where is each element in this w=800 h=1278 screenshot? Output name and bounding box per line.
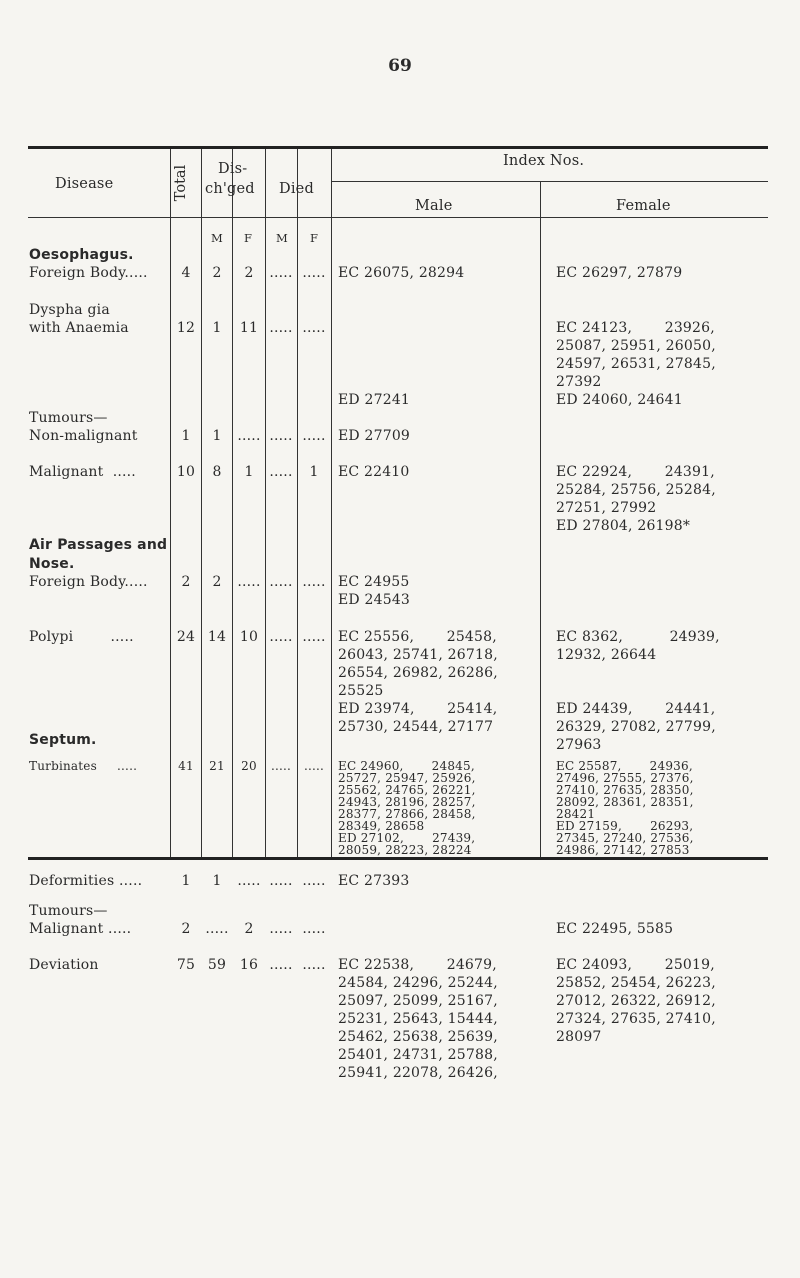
male-index: 25730, 24544, 27177 xyxy=(338,719,494,735)
discharged-male-cell: 59 xyxy=(207,957,227,973)
disease-label: Tumours— xyxy=(29,410,108,426)
died-male-cell: ..... xyxy=(269,320,293,336)
continuation-block xyxy=(28,868,768,1268)
discharged-male-cell: 2 xyxy=(212,265,222,281)
header-male: Male xyxy=(415,198,453,214)
discharged-female-cell: 20 xyxy=(241,759,257,773)
female-index: EC 8362, 24939, xyxy=(556,629,720,645)
male-index: 26043, 25741, 26718, xyxy=(338,647,498,663)
top-rule xyxy=(28,146,768,149)
male-index: ED 27102, 27439, xyxy=(338,831,476,845)
female-index: 27496, 27555, 27376, xyxy=(556,771,694,785)
female-index: EC 24123, 23926, xyxy=(556,320,715,336)
disease-label: Dyspha gia xyxy=(29,302,110,318)
section-septum: Septum. xyxy=(29,732,97,748)
male-index: EC 25556, 25458, xyxy=(338,629,497,645)
column-line xyxy=(331,149,332,857)
disease-label: Foreign Body..... xyxy=(29,265,148,281)
died-male-cell: ..... xyxy=(269,464,293,480)
discharged-female-cell: 10 xyxy=(239,629,259,645)
subheader-discharged-female: F xyxy=(244,231,253,245)
discharged-female-cell: ..... xyxy=(237,428,261,444)
died-male-cell: ..... xyxy=(269,921,293,937)
disease-label: with Anaemia xyxy=(29,320,129,336)
header-discharged: Dis- xyxy=(218,161,248,177)
total-cell: 4 xyxy=(181,265,191,281)
died-male-cell: ..... xyxy=(269,265,293,281)
female-index: 28421 xyxy=(556,807,596,821)
died-female-cell: ..... xyxy=(302,265,326,281)
column-line xyxy=(540,182,541,857)
column-line xyxy=(232,149,233,857)
total-cell: 2 xyxy=(181,574,191,590)
died-female-cell: ..... xyxy=(302,921,326,937)
discharged-male-cell: 1 xyxy=(212,873,222,889)
female-index: 26329, 27082, 27799, xyxy=(556,719,716,735)
female-index: 24986, 27142, 27853 xyxy=(556,843,690,857)
header-female: Female xyxy=(616,198,671,214)
died-female-cell: ..... xyxy=(302,629,326,645)
female-index: EC 22495, 5585 xyxy=(556,921,674,937)
disease-label: Foreign Body..... xyxy=(29,574,148,590)
male-index: ED 23974, 25414, xyxy=(338,701,498,717)
disease-label: Deformities ..... xyxy=(29,873,143,889)
subheader-died-male: M xyxy=(276,231,288,245)
section-oesophagus: Oesophagus. xyxy=(29,247,134,263)
male-index: EC 22410 xyxy=(338,464,410,480)
header-died: Died xyxy=(279,181,314,197)
disease-label: Deviation xyxy=(29,957,99,973)
female-index: 24597, 26531, 27845, xyxy=(556,356,716,372)
discharged-male-cell: 8 xyxy=(212,464,222,480)
female-index: ED 24439, 24441, xyxy=(556,701,716,717)
died-male-cell: ..... xyxy=(269,574,293,590)
header-index: Index Nos. xyxy=(503,153,585,169)
died-female-cell: ..... xyxy=(302,873,326,889)
header-total: Total xyxy=(173,164,189,202)
female-index: ED 27159, 26293, xyxy=(556,819,694,833)
discharged-female-cell: ..... xyxy=(237,873,261,889)
female-index: 25087, 25951, 26050, xyxy=(556,338,716,354)
female-index: ED 24060, 24641 xyxy=(556,392,683,408)
female-index: 27963 xyxy=(556,737,602,753)
section-air-passages: Air Passages and xyxy=(29,537,168,553)
died-male-cell: ..... xyxy=(269,629,293,645)
female-index: 28097 xyxy=(556,1029,602,1045)
total-cell: 24 xyxy=(176,629,196,645)
female-index: 28092, 28361, 28351, xyxy=(556,795,694,809)
disease-label: Malignant ..... xyxy=(29,921,132,937)
total-cell: 10 xyxy=(176,464,196,480)
died-female-cell: ..... xyxy=(302,957,326,973)
discharged-male-cell: ..... xyxy=(205,921,229,937)
died-male-cell: ..... xyxy=(269,873,293,889)
disease-label: Malignant ..... xyxy=(29,464,136,480)
discharged-male-cell: 21 xyxy=(209,759,225,773)
male-index: 25525 xyxy=(338,683,384,699)
male-index: 25727, 25947, 25926, xyxy=(338,771,476,785)
discharged-female-cell: 16 xyxy=(239,957,259,973)
column-line xyxy=(170,149,171,857)
died-male-cell: ..... xyxy=(269,957,293,973)
died-female-cell: ..... xyxy=(302,428,326,444)
male-index: 25401, 24731, 25788, xyxy=(338,1047,498,1063)
male-index: ED 27709 xyxy=(338,428,411,444)
discharged-male-cell: 14 xyxy=(207,629,227,645)
male-index: ED 24543 xyxy=(338,592,411,608)
total-cell: 12 xyxy=(176,320,196,336)
total-cell: 41 xyxy=(178,759,194,773)
total-cell: 1 xyxy=(181,873,191,889)
died-male-cell: ..... xyxy=(270,759,292,773)
subheader-discharged-male: M xyxy=(211,231,223,245)
female-index: ED 27804, 26198* xyxy=(556,518,691,534)
male-index: 25097, 25099, 25167, xyxy=(338,993,498,1009)
bottom-rule xyxy=(28,857,768,860)
female-index: 27345, 27240, 27536, xyxy=(556,831,694,845)
male-index: 26554, 26982, 26286, xyxy=(338,665,498,681)
column-line xyxy=(265,149,266,857)
disease-label: Turbinates ..... xyxy=(29,759,138,773)
male-index: 25941, 22078, 26426, xyxy=(338,1065,498,1081)
female-index: 27392 xyxy=(556,374,602,390)
discharged-female-cell: 2 xyxy=(244,265,254,281)
discharged-female-cell: 11 xyxy=(239,320,259,336)
male-index: 25462, 25638, 25639, xyxy=(338,1029,498,1045)
male-index: 24943, 28196, 28257, xyxy=(338,795,476,809)
total-cell: 1 xyxy=(181,428,191,444)
header-divider xyxy=(28,217,768,218)
page-number: 69 xyxy=(388,56,412,76)
header-discharged: ch'ged xyxy=(205,181,255,197)
female-index: 25852, 25454, 26223, xyxy=(556,975,716,991)
female-index: 27324, 27635, 27410, xyxy=(556,1011,716,1027)
died-female-cell: ..... xyxy=(302,574,326,590)
died-male-cell: ..... xyxy=(269,428,293,444)
male-index: EC 27393 xyxy=(338,873,410,889)
male-index: ED 27241 xyxy=(338,392,411,408)
header-divider xyxy=(332,181,768,182)
died-female-cell: ..... xyxy=(302,320,326,336)
disease-label: Polypi ..... xyxy=(29,629,134,645)
male-index: EC 22538, 24679, xyxy=(338,957,497,973)
discharged-female-cell: 2 xyxy=(244,921,254,937)
female-index: 27012, 26322, 26912, xyxy=(556,993,716,1009)
discharged-male-cell: 1 xyxy=(212,320,222,336)
male-index: 28059, 28223, 28224 xyxy=(338,843,472,857)
total-cell: 75 xyxy=(176,957,196,973)
female-index: EC 22924, 24391, xyxy=(556,464,715,480)
died-female-cell: 1 xyxy=(309,464,319,480)
female-index: EC 24093, 25019, xyxy=(556,957,715,973)
discharged-female-cell: ..... xyxy=(237,574,261,590)
header-disease: Disease xyxy=(55,176,114,192)
discharged-female-cell: 1 xyxy=(244,464,254,480)
male-index: 25231, 25643, 15444, xyxy=(338,1011,498,1027)
female-index: 12932, 26644 xyxy=(556,647,657,663)
discharged-male-cell: 2 xyxy=(212,574,222,590)
discharged-male-cell: 1 xyxy=(212,428,222,444)
male-index: EC 26075, 28294 xyxy=(338,265,465,281)
female-index: 27251, 27992 xyxy=(556,500,657,516)
female-index: EC 25587, 24936, xyxy=(556,759,693,773)
disease-label: Tumours— xyxy=(29,903,108,919)
male-index: 25562, 24765, 26221, xyxy=(338,783,476,797)
male-index: EC 24955 xyxy=(338,574,410,590)
column-line xyxy=(201,149,202,857)
section-air-passages: Nose. xyxy=(29,556,75,572)
male-index: EC 24960, 24845, xyxy=(338,759,475,773)
female-index: EC 26297, 27879 xyxy=(556,265,683,281)
male-index: 24584, 24296, 25244, xyxy=(338,975,498,991)
column-line xyxy=(297,149,298,857)
disease-label: Non-malignant xyxy=(29,428,138,444)
died-female-cell: ..... xyxy=(303,759,325,773)
female-index: 27410, 27635, 28350, xyxy=(556,783,694,797)
total-cell: 2 xyxy=(181,921,191,937)
female-index: 25284, 25756, 25284, xyxy=(556,482,716,498)
subheader-died-female: F xyxy=(310,231,319,245)
male-index: 28349, 28658 xyxy=(338,819,425,833)
male-index: 28377, 27866, 28458, xyxy=(338,807,476,821)
